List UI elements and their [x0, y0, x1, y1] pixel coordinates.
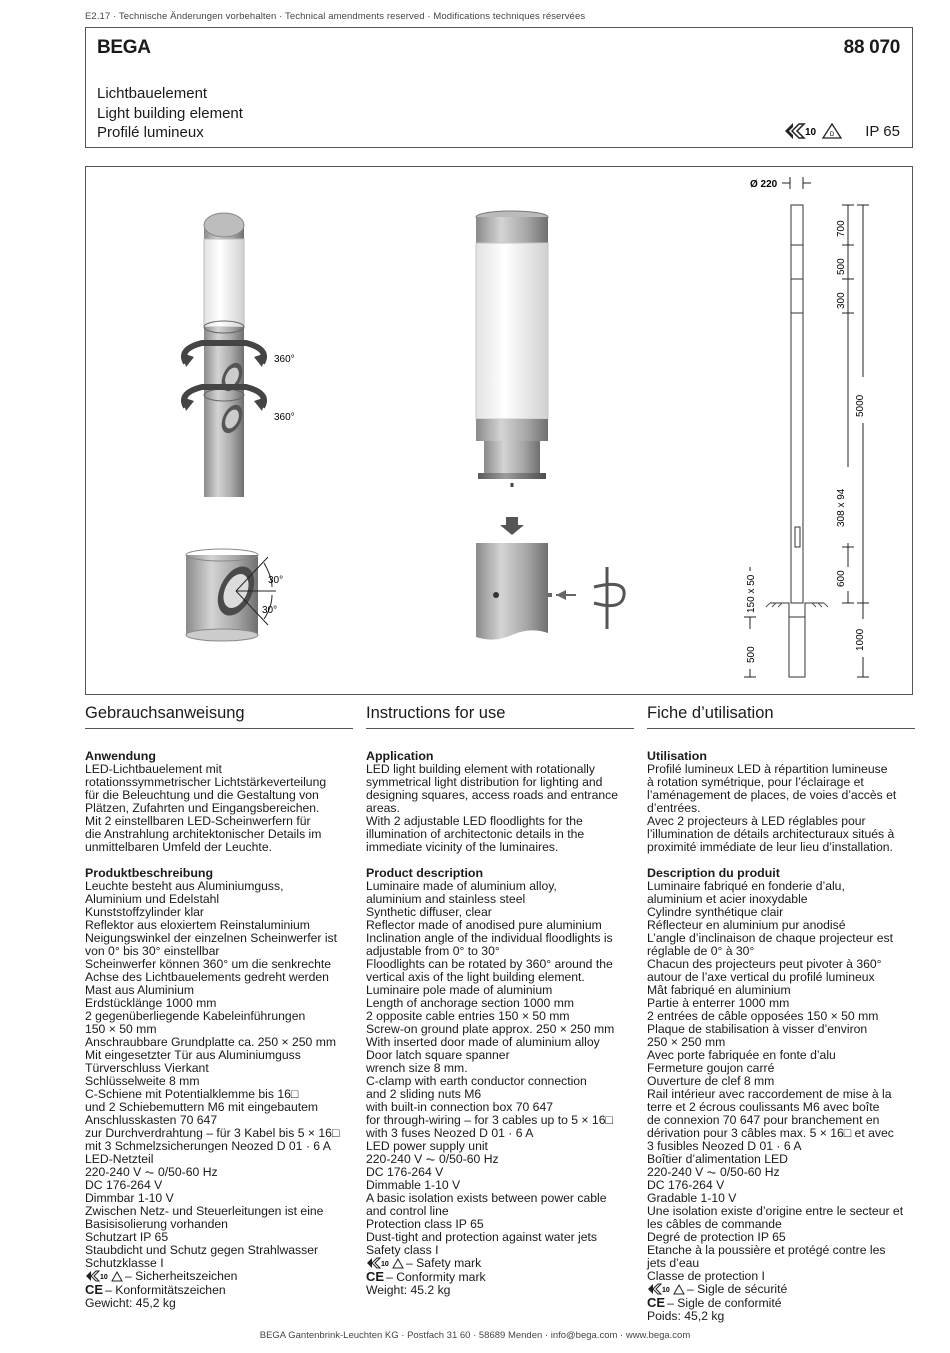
- dim-500-top: 500: [836, 258, 847, 275]
- section-title: Anwendung: [85, 749, 156, 763]
- tilt-label-2: 30°: [262, 605, 278, 616]
- title-de: Lichtbauelement: [97, 85, 208, 102]
- section-title: Produktbeschreibung: [85, 866, 214, 880]
- weight: Gewicht: 45,2 kg: [85, 1296, 176, 1310]
- article-number: 88 070: [843, 37, 900, 58]
- svg-text:10: 10: [100, 1274, 108, 1281]
- section-title: Product description: [366, 866, 484, 880]
- section-body: Luminaire fabriqué en fonderie d’alu, aluminium et acier inoxydable Cylindre synthétique clair Réflecteur en aluminium pur anodisé L’angle d’inclinaison de chaque projecteur est réglable de 0° à 30° Chacun des projecteurs peut pivoter à 360° autour de l’axe vertical du profilé lumineux Mât fabriqué en aluminium Partie à enterrer 1000 mm 2 entrées de câble opposées 150 × 50 mm Plaque de stabilisation à visser d’environ 250 × 250 mm Avec porte fabriquée en fonte d’alu Fermeture goujon carré Ouverture de clef 8 mm Rail intérieur avec raccordement de mise à la terre et 2 écrous coulissants M6 avec boîte de connexion 70 647 pour branchement en dérivation pour 3 câbles max. 5 × 16□ et avec 3 fusibles Neozed D 01 · 6 A Boîtier d’alimentation LED 220-240 V ⏦ 0/50-60 Hz DC 176-264 V Gradable 1-10 V Une isolation existe d’origine entre le secteur et les câbles de commande Degré de protection IP 65 Etanche à la poussière et protégé contre les jets d’eau Classe de protection I: [647, 879, 904, 1283]
- section-body: LED light building element with rotationally symmetrical light distribution for lighting and designing squares, access roads and entrance areas. With 2 adjustable LED floodlights for the illumination of architectonic details in the immediate vicinity of the luminaires.: [366, 762, 619, 854]
- rotation-label-2: 360°: [274, 412, 295, 423]
- dim-700: 700: [836, 220, 847, 237]
- conformity-mark-line: CE – Sigle de conformité: [647, 1295, 782, 1310]
- svg-text:D: D: [830, 132, 835, 138]
- header-box: [85, 27, 913, 148]
- title-en: Light building element: [97, 104, 243, 122]
- weight: Weight: 45.2 kg: [366, 1283, 451, 1297]
- svg-text:10: 10: [381, 1261, 389, 1268]
- diameter-label: Ø 220: [750, 179, 778, 190]
- column-german: [85, 704, 353, 1310]
- ce-mark-icon: CE: [366, 1269, 385, 1284]
- column-french: [647, 704, 915, 1323]
- rotation-label-1: 360°: [274, 354, 295, 365]
- luminaire-head-drawing: [476, 211, 548, 487]
- certification-marks: [783, 121, 900, 141]
- enec-mark-icon: [783, 121, 843, 141]
- svg-text:10: 10: [662, 1287, 670, 1294]
- dim-308x94: 308 x 94: [836, 488, 847, 527]
- column-english: [366, 704, 634, 1297]
- dim-5000: 5000: [855, 394, 866, 417]
- product-drawing-panel: [85, 166, 913, 695]
- tilt-label-1: 30°: [268, 575, 284, 586]
- section-body: Luminaire made of aluminium alloy, aluminium and stainless steel Synthetic diffuser, clear Reflector made of anodised pure aluminium Inclination angle of the individual floodlights is adjustable from 0° to 30° Floodlights can be rotated by 360° around the vertical axis of the light building element. Luminaire pole made of aluminium Length of anchorage section 1000 mm 2 opposite cable entries 150 × 50 mm Screw-on ground plate approx. 250 × 250 mm With inserted door made of aluminium alloy Door latch square spanner wrench size 8 mm. C-clamp with earth conductor connection and 2 sliding nuts M6 with built-in connection box 70 647 for through-wiring – for 3 cables up to 5 × 16□ with 3 fuses Neozed D 01 · 6 A LED power supply unit 220-240 V ⏦ 0/50-60 Hz DC 176-264 V Dimmable 1-10 V A basic isolation exists between power cable and control line Protection class IP 65 Dust-tight and protection against water jets Safety class I: [366, 879, 615, 1257]
- weight: Poids: 45,2 kg: [647, 1309, 725, 1323]
- section-title: Description du produit: [647, 866, 780, 880]
- safety-mark-line: 10 – Sigle de sécurité: [647, 1283, 915, 1296]
- section-body: Profilé lumineux LED à répartition lumineuse à rotation symétrique, pour l’éclairage et l’aménagement de places, de voies d’accès et d’entrées. Avec 2 projecteurs à LED réglables pour l’illumination de détails architecturaux situés à proximité immédiate de leur lieu d’installation.: [647, 762, 897, 854]
- down-arrow-icon: [500, 517, 524, 535]
- pole-base-drawing: [476, 543, 624, 640]
- dimensioned-pole-drawing: [744, 177, 869, 677]
- dim-600: 600: [836, 570, 847, 587]
- section-body: LED-Lichtbauelement mit rotationssymmetrischer Lichtstärkeverteilung für die Beleuchtung und die Gestaltung von Plätzen, Zufahrten und Eingangsbereichen. Mit 2 einstellbaren LED-Scheinwerfern für die Anstrahlung architektonischer Details im unmittelbaren Umfeld der Leuchte.: [85, 762, 327, 854]
- enec-mark-icon: [647, 1283, 685, 1295]
- section-title: Application: [366, 749, 434, 763]
- ce-mark-icon: CE: [647, 1295, 666, 1310]
- heading-german: Gebrauchsanweisung: [85, 704, 353, 729]
- title-fr: Profilé lumineux: [97, 124, 204, 141]
- enec-number: 10: [805, 127, 817, 138]
- dim-150x50: 150 x 50: [746, 574, 757, 613]
- heading-english: Instructions for use: [366, 704, 634, 729]
- brand-name: BEGA: [97, 37, 151, 58]
- section-body: Leuchte besteht aus Aluminiumguss, Aluminium und Edelstahl Kunststoffzylinder klar Reflektor aus eloxiertem Reinstaluminium Neigungswinkel der einzelnen Scheinwerfer ist von 0° bis 30° einstellbar Scheinwerfer können 360° um die senkrechte Achse des Lichtbauelements gedreht werden Mast aus Aluminium Erdstücklänge 1000 mm 2 gegenüberliegende Kabeleinführungen 150 × 50 mm Anschraubbare Grundplatte ca. 250 × 250 mm Mit eingesetzter Tür aus Aluminiumguss Türverschluss Vierkant Schlüsselweite 8 mm C-Schiene mit Potentialklemme bis 16□ und 2 Schiebemuttern M6 mit eingebautem Anschlusskasten 70 647 zur Durchverdrahtung – für 3 Kabel bis 5 × 16□ mit 3 Schmelzsicherungen Neozed D 01 · 6 A LED-Netzteil 220-240 V ⏦ 0/50-60 Hz DC 176-264 V Dimmbar 1-10 V Zwischen Netz- und Steuerleitungen ist eine Basisisolierung vorhanden Schutzart IP 65 Staubdicht und Schutz gegen Strahlwasser Schutzklasse I: [85, 879, 340, 1270]
- dim-300: 300: [836, 292, 847, 309]
- pole-rotation-illustration: [182, 213, 295, 497]
- dim-1000: 1000: [855, 628, 866, 651]
- heading-french: Fiche d’utilisation: [647, 704, 915, 729]
- dim-500-bottom: 500: [746, 646, 757, 663]
- amendments-note: E2.17 · Technische Änderungen vorbehalten · Technical amendments reserved · Modifications techniques réservées: [85, 11, 586, 22]
- safety-mark-line: 10 – Sicherheitszeichen: [85, 1270, 353, 1283]
- safety-mark-line: 10 – Safety mark: [366, 1257, 634, 1270]
- footer-address: BEGA Gantenbrink-Leuchten KG · Postfach 31 60 · 58689 Menden · info@bega.com · www.bega.com: [259, 1330, 691, 1341]
- enec-mark-icon: [366, 1257, 404, 1269]
- ip-rating: IP 65: [865, 122, 900, 140]
- product-titles: [97, 84, 243, 143]
- technical-drawing: [86, 167, 914, 696]
- conformity-mark-line: CE – Conformity mark: [366, 1269, 486, 1284]
- section-title: Utilisation: [647, 749, 707, 763]
- tilt-detail: [186, 549, 283, 641]
- conformity-mark-line: CE – Konformitätszeichen: [85, 1282, 226, 1297]
- ce-mark-icon: CE: [85, 1282, 104, 1297]
- enec-mark-icon: [85, 1270, 123, 1282]
